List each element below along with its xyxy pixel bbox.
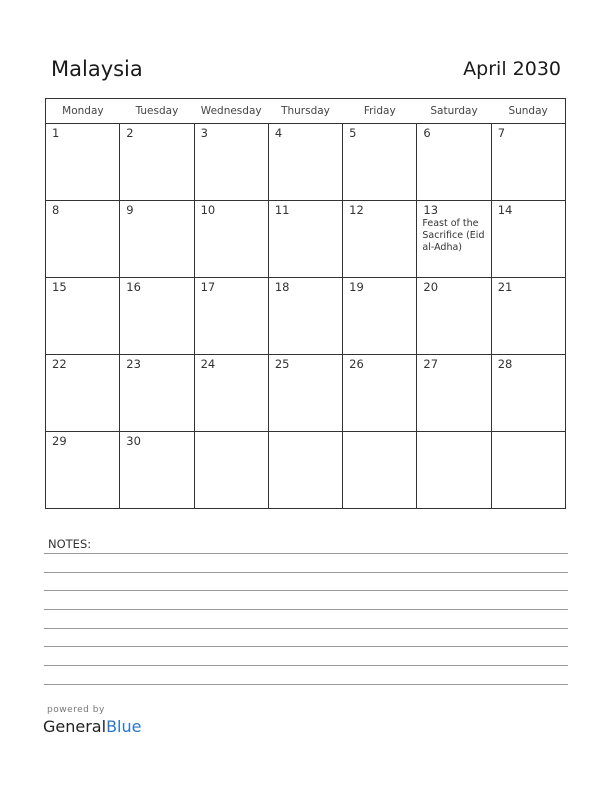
day-number: 27 [423, 357, 439, 371]
day-number: 1 [52, 126, 60, 140]
generalblue-logo [43, 717, 141, 736]
calendar-grid [45, 98, 566, 509]
day-number: 11 [274, 203, 290, 217]
weekday-saturday: Saturday [417, 99, 491, 124]
notes-label: NOTES: [48, 537, 92, 551]
brand-blue: Blue [106, 717, 142, 736]
day-number: 29 [52, 434, 67, 448]
day-cell [491, 278, 565, 355]
day-number: 22 [52, 357, 67, 371]
day-cell [268, 278, 342, 355]
weekday-monday: Monday [46, 99, 120, 124]
day-cell-holiday [417, 201, 491, 278]
day-cell [343, 355, 417, 432]
day-cell [120, 201, 194, 278]
day-cell [268, 355, 342, 432]
day-number: 30 [126, 434, 141, 448]
day-cell [120, 278, 194, 355]
notes-line [44, 590, 568, 591]
day-cell-empty [194, 432, 268, 509]
notes-line [44, 628, 568, 629]
day-cell-empty [268, 432, 342, 509]
day-number: 8 [52, 203, 60, 217]
day-number: 20 [423, 280, 439, 294]
week-row-2 [46, 201, 566, 278]
weekday-thursday: Thursday [268, 99, 342, 124]
day-number: 15 [52, 280, 67, 294]
day-number: 2 [126, 126, 134, 140]
day-cell [120, 355, 194, 432]
day-number: 9 [126, 203, 134, 217]
day-cell [194, 355, 268, 432]
day-cell [46, 278, 120, 355]
notes-line [44, 553, 568, 554]
weekday-wednesday: Wednesday [194, 99, 268, 124]
country-title: Malaysia [51, 57, 143, 81]
day-number: 23 [126, 357, 141, 371]
day-cell [194, 124, 268, 201]
day-number: 7 [497, 126, 506, 140]
day-number: 6 [423, 126, 431, 140]
day-number: 16 [126, 280, 141, 294]
notes-line [44, 609, 568, 610]
day-cell [491, 201, 565, 278]
week-row-4 [46, 355, 566, 432]
month-year-title: April 2030 [463, 58, 561, 80]
brand-general: General [43, 717, 107, 736]
notes-line [44, 684, 568, 685]
day-number: 3 [200, 126, 208, 140]
day-cell [343, 201, 417, 278]
weekday-tuesday: Tuesday [120, 99, 194, 124]
day-number: 13 [423, 203, 439, 217]
weekday-sunday: Sunday [491, 99, 565, 124]
day-number: 18 [274, 280, 290, 294]
week-row-5 [46, 432, 566, 509]
day-cell [343, 124, 417, 201]
day-cell [491, 355, 565, 432]
notes-line [44, 572, 568, 573]
day-number: 4 [274, 126, 283, 140]
day-number: 14 [497, 203, 513, 217]
week-row-1 [46, 124, 566, 201]
day-cell [268, 124, 342, 201]
day-number: 25 [274, 357, 290, 371]
week-row-3 [46, 278, 566, 355]
day-cell [268, 201, 342, 278]
day-cell [194, 278, 268, 355]
day-number: 10 [200, 203, 216, 217]
day-number: 26 [349, 357, 364, 371]
weekday-header-row [46, 99, 566, 124]
day-cell-empty [343, 432, 417, 509]
powered-by-text: powered by [47, 705, 105, 715]
day-cell-empty [417, 432, 491, 509]
day-number: 24 [200, 357, 216, 371]
day-cell [417, 124, 491, 201]
day-cell [417, 278, 491, 355]
notes-line [44, 665, 568, 666]
day-number: 19 [349, 280, 364, 294]
day-number: 5 [349, 126, 357, 140]
weekday-friday: Friday [343, 99, 417, 124]
day-cell-empty [491, 432, 565, 509]
day-cell [491, 124, 565, 201]
day-cell [417, 355, 491, 432]
holiday-label: Feast of the Sacrifice (Eid al-Adha) [422, 218, 485, 253]
day-cell [194, 201, 268, 278]
notes-line [44, 646, 568, 647]
day-cell [120, 124, 194, 201]
day-number: 21 [497, 280, 513, 294]
day-cell [46, 355, 120, 432]
day-number: 17 [200, 280, 216, 294]
day-cell [120, 432, 194, 509]
day-cell [46, 124, 120, 201]
day-number: 28 [497, 357, 513, 371]
day-cell [46, 432, 120, 509]
day-cell [46, 201, 120, 278]
day-number: 12 [349, 203, 364, 217]
day-cell [343, 278, 417, 355]
